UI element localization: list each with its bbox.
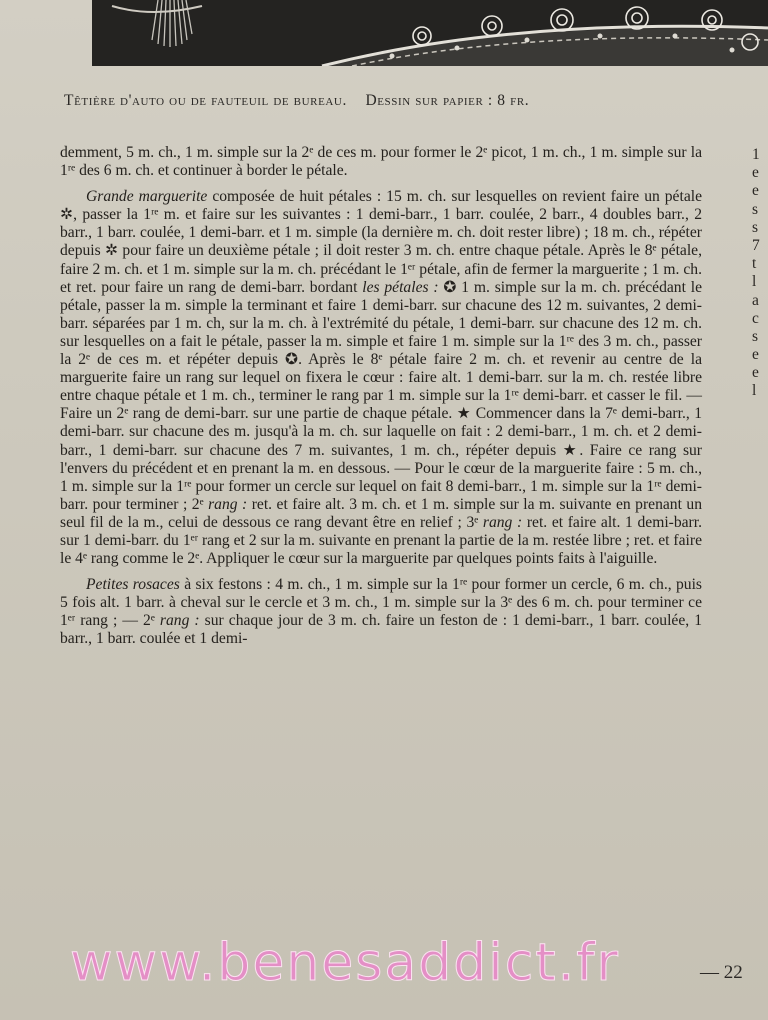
text-run: composée de huit pétales : 15 m. ch. sur lesquelles on revient faire un pétale ✲, passer la 1ʳᵉ m. et faire sur les suivantes : 1 demi-barr., 1 barr. coulée, 2 barr., 4 doubles barr., 2 barr., 1 barr. coulée, 1 demi-barr. et 1 m. simple (la dernière m. ch. doit rester libre) ; 18 m. ch., répéter depuis ✲ pour faire un deuxième pétale ; il doit rester 3 m. ch. entre chaque pétale. Après le 8ᵉ pétale, faire 2 m. ch. et 1 m. simple sur la m. ch. précédant le 1ᵉʳ pétale, afin de fermer la marguerite ; 1 m. ch. et ret. pour faire un rang de demi-barr. bordant	[60, 188, 702, 296]
lace-photo	[92, 0, 768, 66]
margin-letter: e	[752, 346, 759, 364]
text-run: Grande marguerite	[86, 188, 208, 206]
text-run: ret. et faire alt. 3 m. ch. et 1 m. simple sur la m. suivante en prenant un seul fil de la m., celui de dessous ce rang devant être en relief ; 3ᵉ	[60, 495, 702, 531]
margin-letter: s	[752, 327, 759, 345]
text-run: Petites rosaces	[86, 576, 180, 594]
page-number: — 22	[700, 962, 743, 983]
margin-letter: s	[752, 200, 759, 218]
margin-letter: c	[752, 309, 759, 327]
margin-letter: a	[752, 291, 759, 309]
paragraph-intro	[60, 144, 702, 180]
caption-title: Têtière d'auto ou de fauteuil de bureau.	[64, 92, 347, 109]
text-run: ret. et faire alt. 1 demi-barr. sur 1 demi-barr. du 1ᵉʳ rang et 2 sur la m. suivante en prenant la partie de la m. restée libre ; ret. et faire le 4ᵉ rang comme le 2ᵉ. Appliquer le cœur sur la marguerite par quelques points faits à l'aiguille.	[60, 513, 702, 568]
margin-letter: 7	[752, 236, 760, 254]
text-run: les pétales :	[362, 278, 439, 296]
margin-letter: s	[752, 218, 759, 236]
paragraph-petites-rosaces	[60, 576, 702, 648]
margin-letter: l	[752, 273, 757, 291]
text-run: à six festons : 4 m. ch., 1 m. simple sur la 1ʳᵉ pour former un cercle, 6 m. ch., puis 5 fois alt. 1 barr. à cheval sur le cercle et 3 m. ch., 1 m. simple sur la 3ᵉ des 6 m. ch. pour terminer ce 1ᵉʳ rang ; — 2ᵉ	[60, 576, 702, 630]
figure-caption	[64, 92, 764, 114]
margin-letter: e	[752, 182, 759, 200]
margin-letter: e	[752, 164, 759, 182]
watermark: www.benesaddict.fr	[70, 933, 620, 993]
margin-letter: l	[752, 382, 757, 400]
adjacent-column-edge	[752, 146, 768, 401]
text-run: sur chaque jour de 3 m. ch. faire un feston de : 1 demi-barr., 1 barr. coulée, 1 barr., 1 barr. coulée et 1 demi-	[60, 612, 702, 648]
text-run: ✪ 1 m. simple sur la m. ch. précédant le pétale, passer la m. simple la terminant et faire 1 demi-barr. sur chacune des 12 m. suivantes, 2 demi-barr. séparées par 1 m. ch, sur la m. ch. à l'extrémité du pétale, 1 demi-barr. sur chacune des 12 m. ch. sur lesquelles on a fait le pétale, passer la m. simple et faire 1 m. simple sur la 1ʳᵉ des 3 m. ch., passer la 2ᵉ de ces m. et répéter depuis ✪. Après le 8ᵉ pétale faire 2 m. ch. et revenir au centre de la marguerite faire un rang sur lequel on fixera le cœur : faire alt. 1 demi-barr. sur la m. ch. restée libre entre chaque pétale et 1 m. ch., terminer le rang par 1 m. simple sur la 1ʳᵉ demi-barr. et casser le fil. — Faire un 2ᵉ rang de demi-barr. sur une partie de chaque pétale. ★ Commencer dans la 7ᵉ demi-barr., 1 demi-barr. sur chacune des m. jusqu'à la m. ch. sur laquelle on fait : 2 demi-barr., 1 m. ch. et 2 demi-barr., 1 demi-barr. sur chacune des 7 m. suivantes, 1 m. ch., répéter depuis ★. Faire ce rang sur l'envers du précédent et en prenant la m. en dessous. — Pour le cœur de la marguerite faire : 5 m. ch., 1 m. simple sur la 1ʳᵉ pour former un cercle sur lequel on fait 8 demi-barr., 1 m. simple sur la 1ʳᵉ demi-barr. pour terminer ; 2ᵉ	[60, 278, 703, 513]
lace-photo-illustration	[92, 0, 768, 66]
text-run: demment, 5 m. ch., 1 m. simple sur la 2ᵉ de ces m. pour former le 2ᵉ picot, 1 m. ch., 1 m. simple sur la 1ʳᵉ des 6 m. ch. et continuer à border le pétale.	[60, 144, 702, 180]
article-body	[60, 144, 702, 649]
margin-letter: e	[752, 364, 759, 382]
caption-price: Dessin sur papier : 8 fr.	[365, 92, 530, 109]
text-run: rang :	[159, 612, 200, 630]
text-run: rang :	[208, 495, 248, 513]
text-run: rang :	[482, 513, 523, 531]
paragraph-grande-marguerite	[60, 188, 702, 568]
margin-letter: t	[752, 255, 757, 273]
margin-letter: 1	[752, 146, 760, 163]
